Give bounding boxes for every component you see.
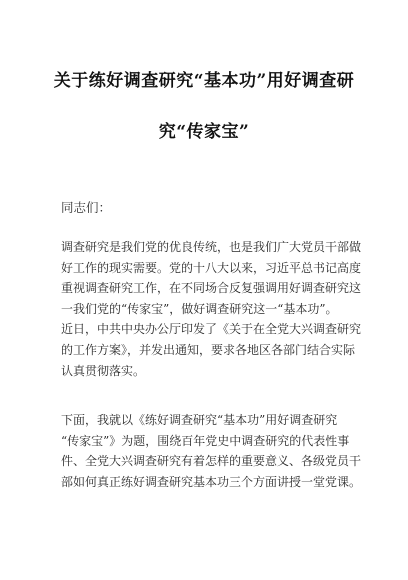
paragraph-line: 下面，我就以《练好调查研究“基本功”用好调查研究	[61, 413, 338, 427]
paragraph-line: 调查研究是我们党的优良传统，也是我们广大党员干部做	[61, 240, 362, 254]
document-title-line-2: 究“传家宝”	[158, 122, 250, 142]
document-title-line-1: 关于练好调查研究“基本功”用好调查研	[53, 71, 355, 91]
paragraph-2	[61, 410, 361, 492]
paragraph-line: 好工作的现实需要。党的十八大以来，习近平总书记高度	[61, 260, 362, 275]
paragraph-line: 件、全党大兴调查研究有着怎样的重要意义、各级党员干	[61, 454, 362, 469]
paragraph-line: “传家宝”》为题，围绕百年党史中调查研究的代表性事	[61, 433, 350, 448]
paragraph-line: 认真贯彻落实。	[61, 363, 146, 378]
salutation: 同志们：	[61, 200, 112, 215]
paragraph-line: 一我们党的“传家宝”，做好调查研究这一“基本功”。	[61, 301, 338, 316]
paragraph-line: 重视调查研究工作，在不同场合反复强调用好调查研究这	[61, 281, 362, 296]
paragraph-line: 部如何真正练好调查研究基本功三个方面讲授一堂党课。	[61, 474, 362, 489]
paragraph-1	[61, 237, 361, 381]
paragraph-line: 近日，中共中央办公厅印发了《关于在全党大兴调查研究	[61, 322, 362, 337]
paragraph-line: 的工作方案》，并发出通知，要求各地区各部门结合实际	[61, 342, 356, 357]
